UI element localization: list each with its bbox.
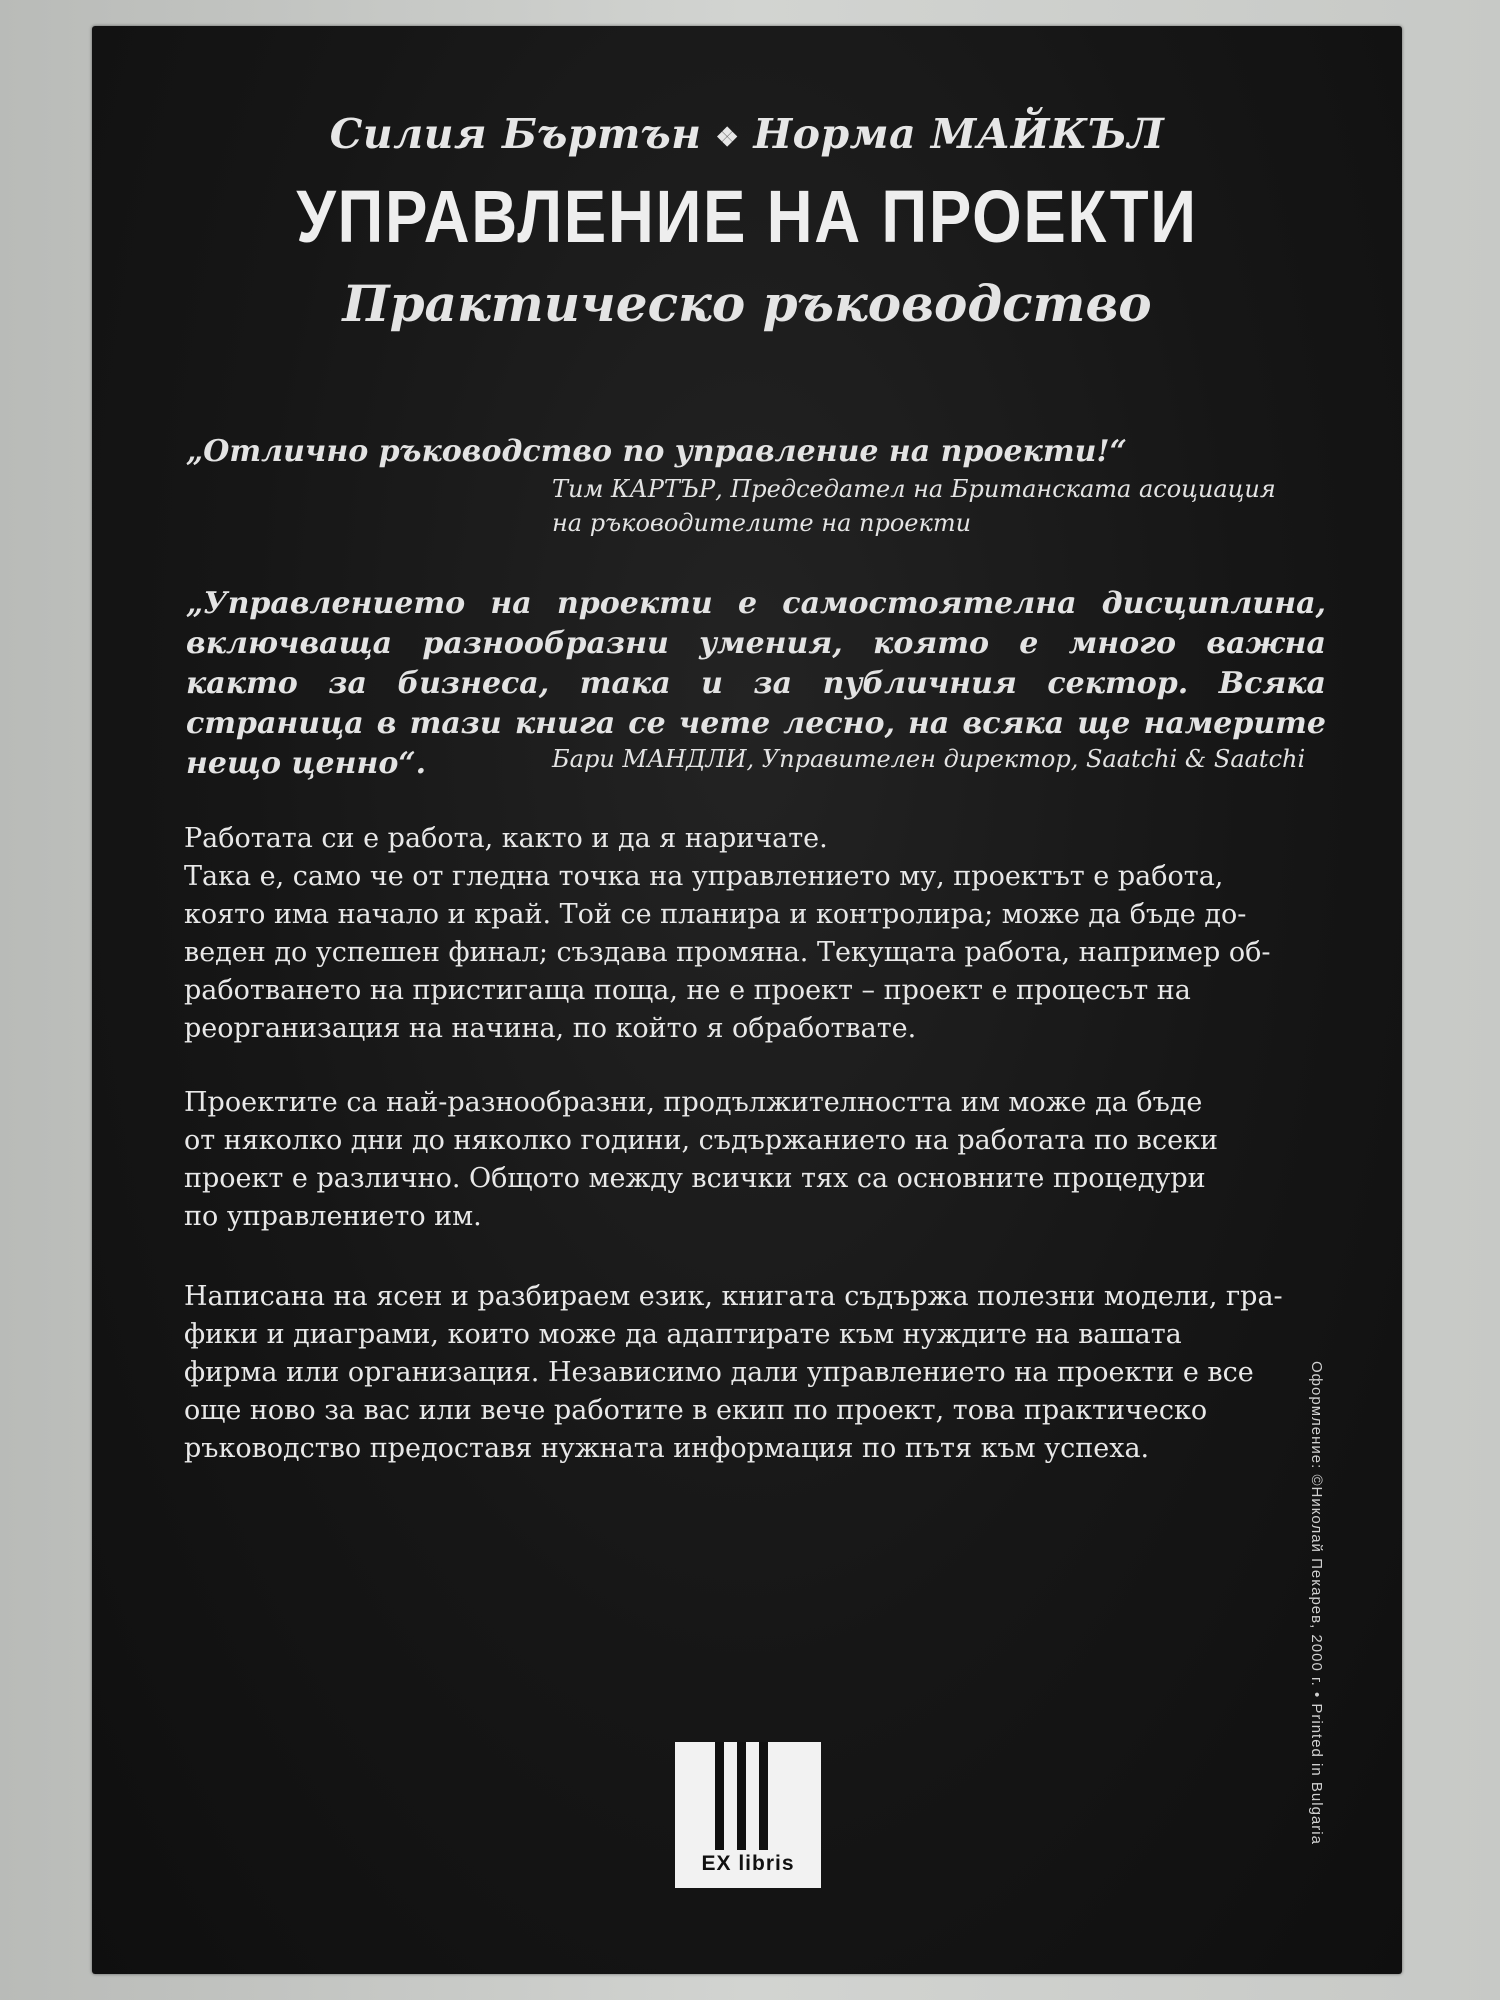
description-paragraph	[184, 820, 1334, 1048]
quote-attribution	[552, 472, 1352, 540]
paragraph-line: фирма или организация. Независимо дали управлението на проекти е все	[184, 1357, 1254, 1388]
attribution-line: на ръководителите на проекти	[552, 509, 972, 537]
attribution-line: Тим КАРТЪР, Председател на Британската асоциация	[552, 475, 1276, 503]
book-back-cover	[92, 26, 1402, 1974]
paragraph-line: Така е, само че от гледна точка на управлението му, проектът е работа,	[184, 861, 1224, 892]
diamond-separator-icon: ❖	[715, 122, 740, 153]
design-credit: Оформление: ©Николай Пекарев, 2000 г. • Printed in Bulgaria	[1308, 1361, 1325, 1845]
author-name: Норма МАЙКЪЛ	[753, 110, 1165, 158]
book-title: УПРАВЛЕНИЕ НА ПРОЕКТИ	[296, 175, 1198, 258]
paragraph-line: веден до успешен финал; създава промяна. Текущата работа, например об-	[184, 937, 1271, 968]
authors-line	[92, 110, 1402, 158]
paragraph-line: проект е различно. Общото между всички тях са основните процедури	[184, 1163, 1206, 1194]
paragraph-line: по управлението им.	[184, 1201, 482, 1232]
review-quote: „Отлично ръководство по управление на проекти!“	[186, 434, 1127, 469]
paragraph-line: Проектите са най-разнообразни, продължителността им може да бъде	[184, 1087, 1203, 1118]
paragraph-line: реорганизация на начина, по който я обработвате.	[184, 1013, 917, 1044]
review-quote: „Управлението на проекти е самостоятелна дисциплина, включваща разнообразни умения, която е много важна както за бизнеса, така и за публичния сектор. Всяка страница в тази книга се чете лесно, на всяка ще намерите нещо ценно“.	[186, 586, 1326, 781]
paragraph-line: Написана на ясен и разбираем език, книгата съдържа полезни модели, гра-	[184, 1281, 1283, 1312]
paragraph-line: още ново за вас или вече работите в екип по проект, това практическо	[184, 1395, 1208, 1426]
book-subtitle: Практическо ръководство	[342, 274, 1152, 333]
paragraph-line: работването на пристигаща поща, не е проект – проект е процесът на	[184, 975, 1191, 1006]
paragraph-line: фики и диаграми, които може да адаптирате към нуждите на вашата	[184, 1319, 1182, 1350]
paragraph-line: Работата си е работа, както и да я наричате.	[184, 823, 828, 854]
quote-attribution: Бари МАНДЛИ, Управителен директор, Saatchi & Saatchi	[552, 745, 1306, 773]
author-name: Силия Бъртън	[329, 110, 702, 158]
publisher-logo	[675, 1742, 821, 1888]
description-paragraph	[184, 1084, 1334, 1236]
paragraph-line: която има начало и край. Той се планира и контролира; може да бъде до-	[184, 899, 1247, 930]
paragraph-line: ръководство предоставя нужната информация по пътя към успеха.	[184, 1433, 1150, 1464]
paragraph-line: от няколко дни до няколко години, съдържанието на работата по всеки	[184, 1125, 1218, 1156]
publisher-logo-text: EX libris	[701, 1852, 795, 1875]
description-paragraph	[184, 1278, 1334, 1468]
